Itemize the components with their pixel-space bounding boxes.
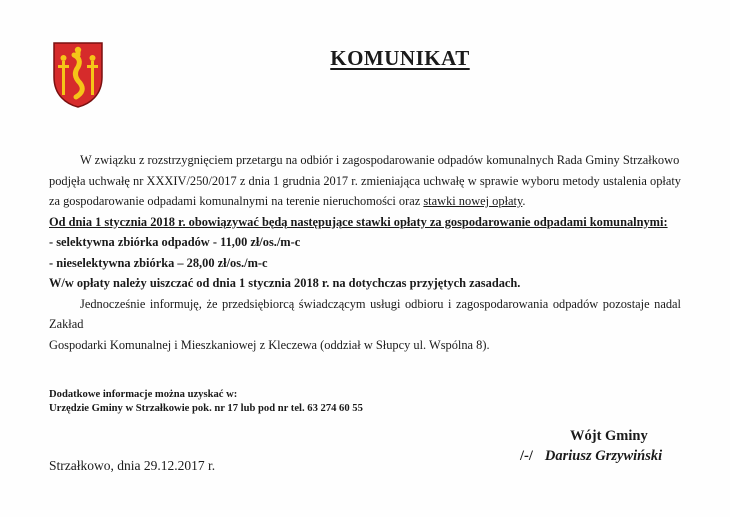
signature-line: [520, 446, 700, 466]
signature-role: Wójt Gminy: [570, 428, 648, 444]
page-title: KOMUNIKAT: [330, 46, 470, 70]
info-line-2: Urzędzie Gminy w Strzałkowie pok. nr 17 lub pod nr tel. 63 274 60 55: [49, 403, 363, 414]
new-fee-link-text: stawki nowej opłaty: [423, 194, 523, 208]
paragraph-intro-line3-end: .: [522, 194, 526, 208]
payment-note: W/w opłaty należy uiszczać od dnia 1 stycznia 2018 r. na dotychczas przyjętych zasadach.: [49, 276, 521, 290]
announcement-body: [49, 150, 681, 355]
rate-selective: - selektywna zbiórka odpadów - 11,00 zł/os./m-c: [49, 235, 301, 249]
signature-prefix: /-/: [520, 448, 533, 464]
paragraph-intro-line2: podjęła uchwałę nr XXXIV/250/2017 z dnia 1 grudnia 2017 r. zmieniająca uchwałę w sprawie wyboru metody ustalenia opłaty: [49, 173, 681, 188]
coat-of-arms-icon: [52, 41, 104, 109]
additional-info: [49, 388, 363, 416]
rate-nonselective: - nieselektywna zbiórka – 28,00 zł/os./m-c: [49, 255, 268, 270]
paragraph-intro-line1: W związku z rozstrzygnięciem przetargu na odbiór i zagospodarowanie odpadów komunalnych Rada Gminy Strzałkowo: [80, 153, 680, 167]
paragraph-intro-line3-text: za gospodarowanie odpadami komunalnymi na terenie nieruchomości oraz: [49, 194, 424, 208]
paragraph-operator-line2: Gospodarki Komunalnej i Mieszkaniowej z Kleczewa (oddział w Słupcy ul. Wspólna 8).: [49, 337, 490, 352]
paragraph-intro-line3: [49, 191, 681, 212]
rates-heading: Od dnia 1 stycznia 2018 r. obowiązywać będą następujące stawki opłaty za gospodarowanie odpadami komunalnymi:: [49, 214, 668, 229]
info-line-1: Dodatkowe informacje można uzyskać w:: [49, 389, 238, 400]
paragraph-operator-line1: Jednocześnie informuję, że przedsiębiorcą świadczącym usługi odbioru i zagospodarowania odpadów pozostaje nadal Zakład: [49, 296, 681, 331]
place-date: Strzałkowo, dnia 29.12.2017 r.: [49, 458, 216, 473]
signature-name: Dariusz Grzywiński: [544, 448, 663, 464]
signature-block: [520, 426, 700, 466]
